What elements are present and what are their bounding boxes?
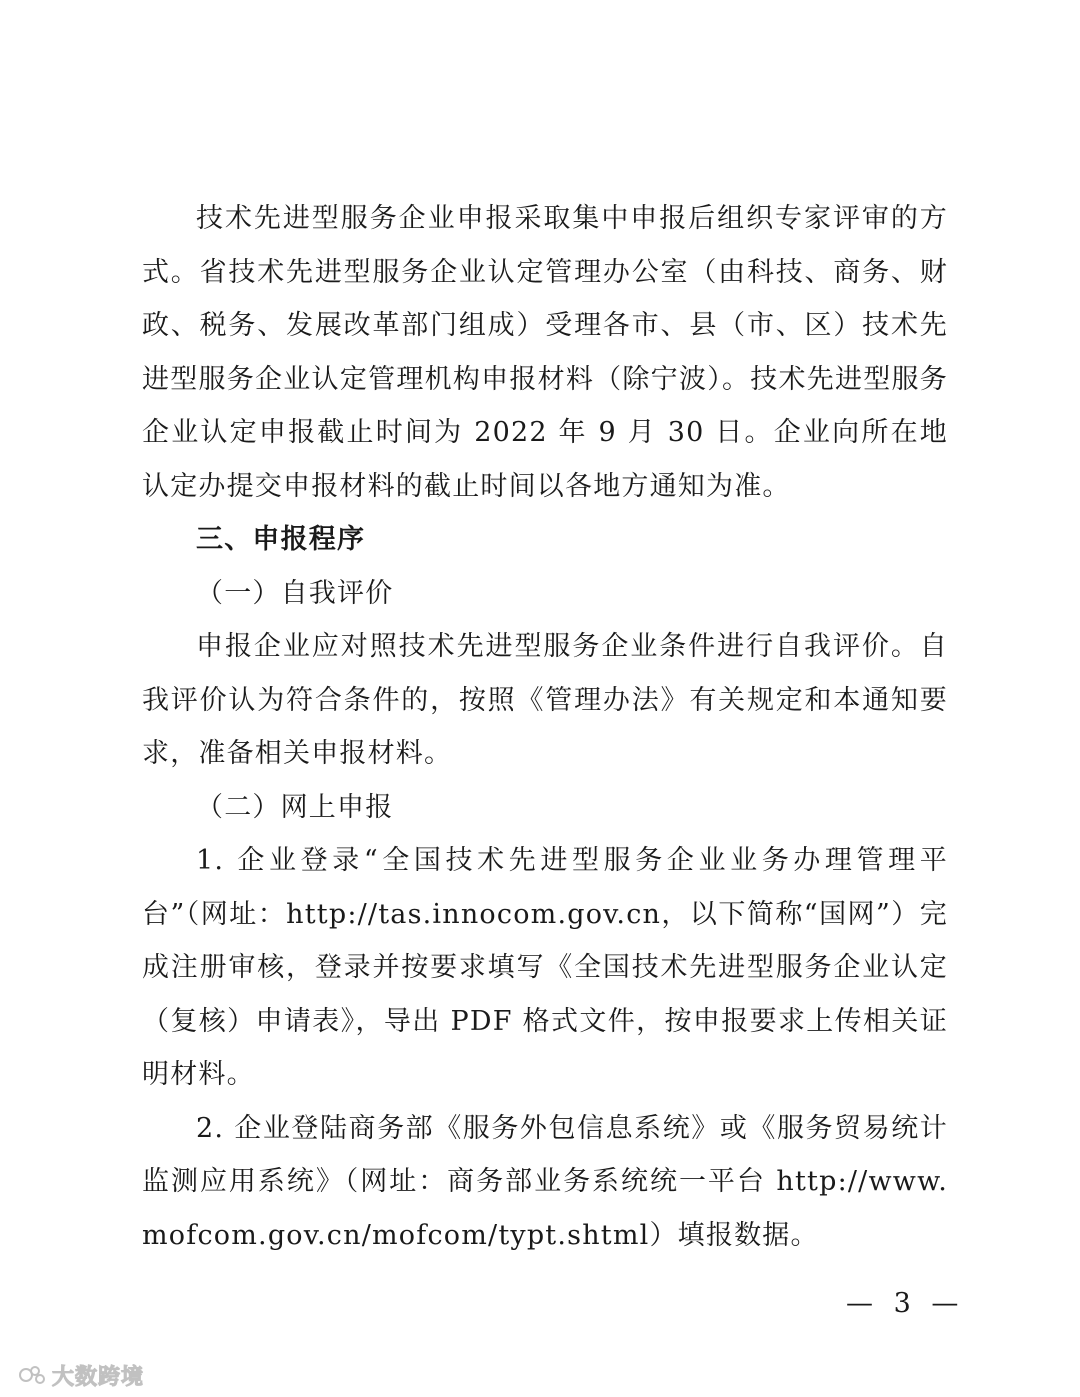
page-number: — 3 —: [846, 1288, 965, 1319]
subsection-1-body: 申报企业应对照技术先进型服务企业条件进行自我评价。自我评价认为符合条件的，按照《管理办法》有关规定和本通知要求，准备相关申报材料。: [142, 631, 948, 769]
watermark: [18, 1360, 144, 1390]
subsection-1-title: （一）自我评价: [196, 577, 394, 609]
watermark-logo-icon: [18, 1363, 46, 1387]
watermark-text: 大数跨境: [52, 1364, 145, 1390]
subsection-2-item-2: 2. 企业登陆商务部《服务外包信息系统》或《服务贸易统计监测应用系统》（网址：商务部业务系统统一平台 http://www.mofcom.gov.cn/mofcom/typt.shtml）填报数据。: [142, 1112, 948, 1251]
intro-paragraph: 技术先进型服务企业申报采取集中申报后组织专家评审的方式。省技术先进型服务企业认定管理办公室（由科技、商务、财政、税务、发展改革部门组成）受理各市、县（市、区）技术先进型服务企业认定管理机构申报材料（除宁波）。技术先进型服务企业认定申报截止时间为 2022 年 9 月 30 日。企业向所在地认定办提交申报材料的截止时间以各地方通知为准。: [142, 203, 948, 502]
document-body: [142, 192, 948, 1262]
subsection-2-item-1: 1. 企业登录“全国技术先进型服务企业业务办理管理平台”（网址：http://tas.innocom.gov.cn，以下简称“国网”）完成注册审核，登录并按要求填写《全国技术先进型服务企业认定（复核）申请表》，导出 PDF 格式文件，按申报要求上传相关证明材料。: [142, 845, 948, 1090]
subsection-2-title: （二）网上申报: [196, 791, 394, 823]
section-heading: 三、申报程序: [196, 524, 366, 555]
